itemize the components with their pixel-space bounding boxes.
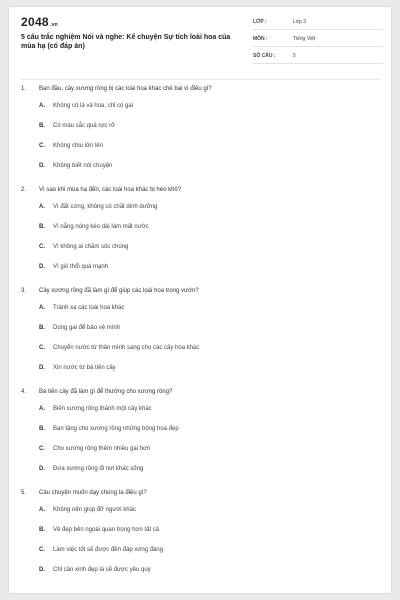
option-text: Không nên giúp đỡ người khác xyxy=(53,507,136,513)
question-line xyxy=(21,186,381,195)
option-text: Chỉ cần xinh đẹp là sẽ được yêu quý xyxy=(53,567,151,573)
option-b[interactable] xyxy=(39,119,211,133)
option-d[interactable] xyxy=(39,563,211,577)
worksheet-title: 5 câu trắc nghiệm Nói và nghe: Kể chuyện Sự tích loài hoa của mùa hạ (có đáp án) xyxy=(21,34,231,50)
meta-label: SỐ CÂU : xyxy=(253,53,276,59)
logo-text: 2048 xyxy=(21,15,49,29)
option-list xyxy=(21,503,381,583)
option-text: Biến xương rồng thành một cây khác xyxy=(53,406,152,412)
option-text: Vì nắng nóng kéo dài làm mất nước xyxy=(53,224,149,230)
option-a[interactable] xyxy=(39,503,211,517)
option-d[interactable] xyxy=(39,260,211,274)
option-d[interactable] xyxy=(39,361,211,375)
option-text: Xin nước từ bà tiên cây xyxy=(53,365,116,371)
question-text: Bà tiên cây đã làm gì để thưởng cho xương rồng? xyxy=(39,389,173,395)
option-letter: D. xyxy=(39,264,45,270)
option-list xyxy=(21,200,381,280)
option-letter: B. xyxy=(39,224,45,230)
option-c[interactable] xyxy=(39,240,211,254)
option-text: Chuyển nước từ thân mình sang cho các cây hoa khác xyxy=(53,345,200,351)
option-letter: B. xyxy=(39,325,45,331)
meta-value: Tiếng Việt xyxy=(293,36,316,42)
question-line xyxy=(21,489,381,498)
option-a[interactable] xyxy=(39,200,211,214)
question-1 xyxy=(21,85,381,179)
question-5 xyxy=(21,489,381,583)
option-b[interactable] xyxy=(39,523,211,537)
question-number: 5. xyxy=(21,490,27,496)
option-text: Không biết nói chuyện xyxy=(53,163,113,169)
question-number: 1. xyxy=(21,86,27,92)
worksheet-header xyxy=(21,15,381,71)
option-list xyxy=(21,99,381,179)
question-3 xyxy=(21,287,381,381)
option-list xyxy=(21,402,381,482)
option-text: Ban tặng cho xương rồng những bông hoa đẹp xyxy=(53,426,179,432)
question-text: Vì sao khi mùa hạ đến, các loài hoa khác bị héo khô? xyxy=(39,187,182,193)
option-d[interactable] xyxy=(39,159,211,173)
option-letter: B. xyxy=(39,123,45,129)
option-letter: A. xyxy=(39,204,45,210)
site-logo[interactable] xyxy=(21,15,58,29)
question-line xyxy=(21,388,381,397)
question-list xyxy=(21,85,381,590)
meta-row-grade xyxy=(253,15,383,30)
meta-value: Lớp 3 xyxy=(293,19,307,25)
option-letter: B. xyxy=(39,426,45,432)
question-text: Ban đầu, cây xương rồng bị các loài hoa khác chê bai vì điều gì? xyxy=(39,86,212,92)
option-c[interactable] xyxy=(39,543,211,557)
option-b[interactable] xyxy=(39,321,211,335)
question-text: Cây xương rồng đã làm gì để giúp các loài hoa trong vườn? xyxy=(39,288,199,294)
option-c[interactable] xyxy=(39,442,211,456)
option-letter: C. xyxy=(39,244,45,250)
option-letter: D. xyxy=(39,567,45,573)
option-text: Không chịu lớn lên xyxy=(53,143,103,149)
option-a[interactable] xyxy=(39,301,211,315)
option-text: Làm việc tốt sẽ được đền đáp xứng đáng xyxy=(53,547,164,553)
question-line xyxy=(21,287,381,296)
meta-label: LỚP : xyxy=(253,19,267,25)
option-text: Có màu sắc quá rực rỡ xyxy=(53,123,115,129)
question-number: 4. xyxy=(21,389,27,395)
option-letter: C. xyxy=(39,143,45,149)
option-letter: D. xyxy=(39,466,45,472)
meta-row-subject xyxy=(253,32,383,47)
option-letter: C. xyxy=(39,446,45,452)
option-text: Đưa xương rồng đi nơi khác sống xyxy=(53,466,144,472)
question-number: 3. xyxy=(21,288,27,294)
option-text: Không có lá và hoa, chỉ có gai xyxy=(53,103,134,109)
option-letter: D. xyxy=(39,365,45,371)
option-text: Vì không ai chăm sóc chúng xyxy=(53,244,129,250)
option-text: Vì gió thổi quá mạnh xyxy=(53,264,109,270)
option-letter: C. xyxy=(39,345,45,351)
meta-label: MÔN : xyxy=(253,36,268,42)
question-line xyxy=(21,85,381,94)
option-text: Vẻ đẹp bên ngoài quan trọng hơn tất cả xyxy=(53,527,160,533)
question-2 xyxy=(21,186,381,280)
question-4 xyxy=(21,388,381,482)
option-list xyxy=(21,301,381,381)
meta-value: 5 xyxy=(293,53,296,59)
option-letter: A. xyxy=(39,103,45,109)
option-letter: D. xyxy=(39,163,45,169)
option-letter: C. xyxy=(39,547,45,553)
option-c[interactable] xyxy=(39,341,211,355)
option-c[interactable] xyxy=(39,139,211,153)
option-letter: A. xyxy=(39,406,45,412)
question-text: Câu chuyện muốn dạy chúng ta điều gì? xyxy=(39,490,147,496)
question-number: 2. xyxy=(21,187,27,193)
worksheet-page xyxy=(8,6,392,594)
option-b[interactable] xyxy=(39,422,211,436)
option-b[interactable] xyxy=(39,220,211,234)
option-letter: B. xyxy=(39,527,45,533)
meta-panel xyxy=(253,15,383,66)
logo-suffix: .vn xyxy=(49,22,59,28)
option-letter: A. xyxy=(39,305,45,311)
header-divider xyxy=(21,79,381,80)
option-text: Cho xương rồng thêm nhiều gai hơn xyxy=(53,446,151,452)
option-d[interactable] xyxy=(39,462,211,476)
option-a[interactable] xyxy=(39,402,211,416)
option-text: Tránh xa các loài hoa khác xyxy=(53,305,125,311)
option-text: Vì đất cứng, không có chất dinh dưỡng xyxy=(53,204,158,210)
option-text: Dùng gai để bảo vệ mình xyxy=(53,325,121,331)
option-a[interactable] xyxy=(39,99,211,113)
option-letter: A. xyxy=(39,507,45,513)
meta-row-count xyxy=(253,49,383,64)
